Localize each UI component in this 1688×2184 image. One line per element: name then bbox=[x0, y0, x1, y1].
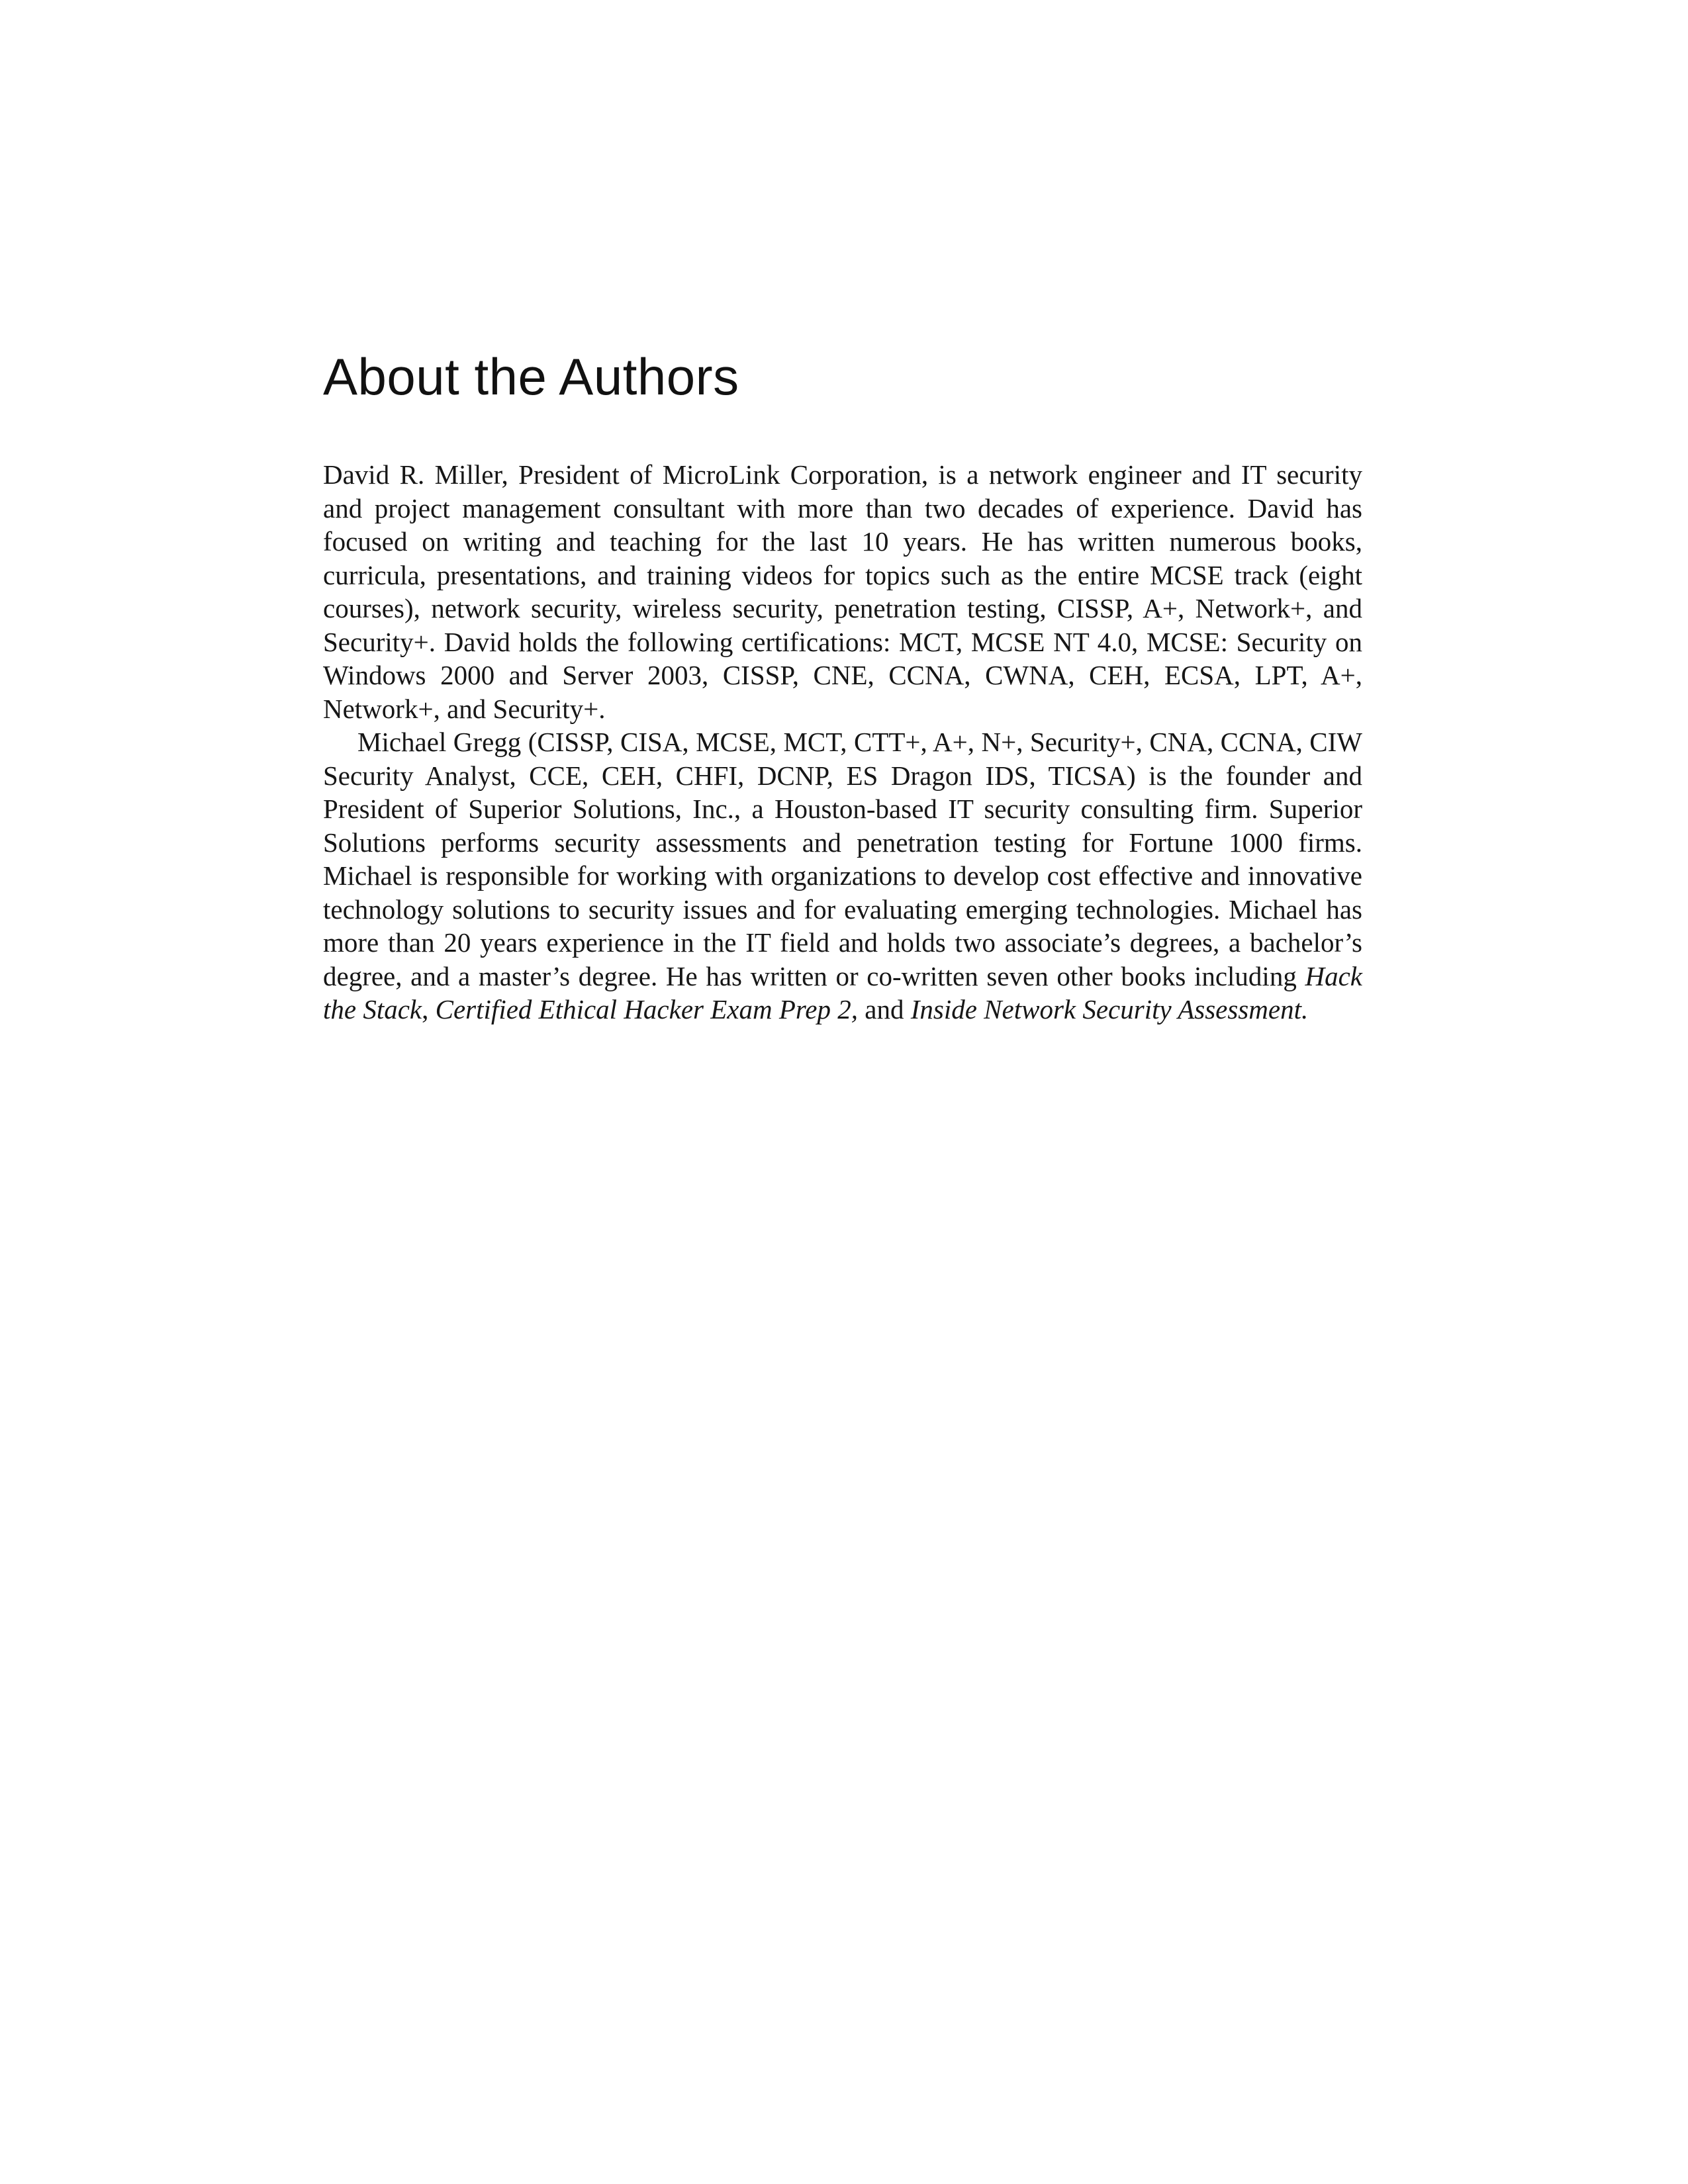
bio-paragraph-gregg bbox=[323, 725, 1362, 1026]
book-title-inside-network-security: Inside Network Security Assessment. bbox=[910, 994, 1309, 1024]
book-title-hack-the-stack: Hack the Stack bbox=[323, 960, 1362, 1024]
bio-paragraph-miller: David R. Miller, President of MicroLink Corporation, is a network engineer and IT security and project management consultant with more than two decades of experience. David has focused on writing and teaching for the last 10 years. He has written numerous books, curricula, presentations, and training videos for topics such as the entire MCSE track (eight courses), network security, wireless security, penetration testing, CISSP, A+, Network+, and Security+. David holds the following certifications: MCT, MCSE NT 4.0, MCSE: Security on Windows 2000 and Server 2003, CISSP, CNE, CCNA, CWNA, CEH, ECSA, LPT, A+, Network+, and Security+. bbox=[323, 459, 1362, 724]
separator-comma: , bbox=[422, 994, 436, 1024]
author-bios bbox=[323, 458, 1362, 1026]
page-title: About the Authors bbox=[323, 347, 739, 406]
separator-and: and bbox=[858, 994, 911, 1024]
bio-gregg-text: Michael Gregg (CISSP, CISA, MCSE, MCT, CTT+, A+, N+, Security+, CNA, CCNA, CIW Security Analyst, CCE, CEH, CHFI, DCNP, ES Dragon IDS, TICSA) is the founder and President of Superior Solutions, Inc., a Houston-based IT security consulting firm. Superior Solutions performs security assessments and penetration testing for Fortune 1000 firms. Michael is responsible for working with organizations to develop cost effective and innovative technology solutions to security issues and for evaluating emerging technologies. Michael has more than 20 years experience in the IT field and holds two associate’s degrees, a bachelor’s degree, and a master’s degree. He has written or co-written seven other books including bbox=[323, 727, 1362, 991]
book-title-ceh-exam-prep: Certified Ethical Hacker Exam Prep 2, bbox=[435, 994, 859, 1024]
